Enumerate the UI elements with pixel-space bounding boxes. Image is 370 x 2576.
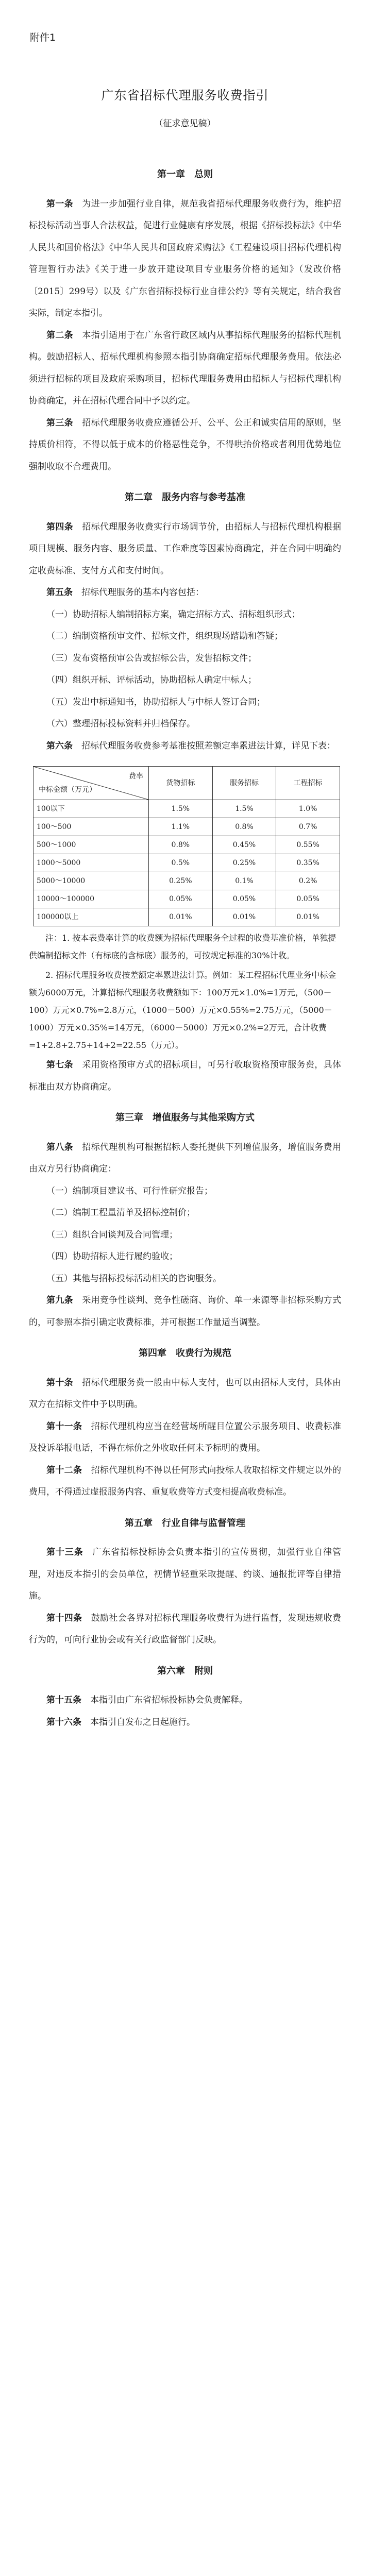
article-text: 招标代理服务的基本内容包括： [81, 587, 204, 598]
table-corner-cell [33, 767, 149, 800]
article-text: 为进一步加强行业自律，规范我省招标代理服务收费行为，维护招标投标活动当事人合法权益，促进行业健康有序发展，根据《招标投标法》《中华人民共和国价格法》《中华人民共和国政府采购法》《工程建设项目招标代理机构管理暂行办法》《关于进一步放开建设项目专业服务价格的通知》（发改价格〔2015〕299号）以及《广东省招标投标行业自律公约》等有关规定，结合我省实际，制定本指引。 [29, 198, 341, 318]
article-9 [29, 1290, 341, 1333]
article-text: 本指引由广东省招标投标协会负责解释。 [90, 1695, 248, 1705]
article-6 [29, 735, 341, 757]
list-item: （五）其他与招标投标活动相关的咨询服务。 [46, 1273, 222, 1284]
article-number: 第七条 [46, 1060, 74, 1070]
goods-rate-cell: 0.05% [149, 890, 213, 908]
chapter-6-heading: 第六章 附则 [157, 1665, 213, 1676]
works-rate-cell: 0.05% [276, 890, 340, 908]
table-row [33, 854, 340, 872]
works-rate-cell: 1.0% [276, 800, 340, 818]
list-item: （四）组织开标、评标活动，协助招标人确定中标人； [46, 675, 257, 685]
service-rate-cell: 0.01% [212, 908, 276, 926]
service-rate-cell: 0.8% [212, 818, 276, 836]
table-row [33, 818, 340, 836]
article-number: 第十四条 [46, 1613, 82, 1623]
corner-label-amount: 中标金额（万元） [39, 786, 96, 794]
works-rate-cell: 0.7% [276, 818, 340, 836]
article-number: 第十二条 [46, 1465, 82, 1476]
goods-rate-cell: 1.5% [149, 800, 213, 818]
article-14 [29, 1607, 341, 1651]
corner-label-fee-type: 费率 [129, 772, 143, 781]
article-10 [29, 1372, 341, 1416]
chapter-4-heading: 第四章 收费行为规范 [139, 1348, 231, 1359]
table-row [33, 872, 340, 890]
article-2 [29, 325, 341, 412]
article-number: 第九条 [46, 1295, 74, 1306]
goods-rate-cell: 0.5% [149, 854, 213, 872]
article-number: 第十一条 [46, 1421, 82, 1432]
article-text: 招标代理服务收费实行市场调节价，由招标人与招标代理机构根据项目规模、服务内容、服务质量、工作难度等因素协商确定，并在合同中明确约定收费标准、支付方式和支付时间。 [29, 521, 341, 576]
article-text: 招标代理服务收费应遵循公开、公平、公正和诚实信用的原则，坚持质价相符，不得以低于成本的价格恶性竞争，不得哄抬价格或者利用优势地位强制收取不合理费用。 [29, 417, 341, 472]
article-number: 第八条 [46, 1142, 74, 1153]
table-note-1: 注：1. 按本表费率计算的收费额为招标代理服务全过程的收费基准价格，单独提供编制招标文件（有标底的含标底）服务的，可按规定标准的30%计收。 [29, 933, 337, 960]
table-note-2: 2. 招标代理服务收费按差额定率累进法计算。例如：某工程招标代理业务中标金额为6000万元，计算招标代理服务收费额如下：100万元×1.0%=1万元，（500－100）万元×0.7%=2.8万元，（1000－500）万元×0.55%=2.75万元，（5000－1000）万元×0.35%=14万元，（6000－5000）万元×0.2%=2万元，合计收费=1+2.8+2.75+14+2=22.55（万元）。 [29, 970, 337, 1050]
goods-rate-cell: 1.1% [149, 818, 213, 836]
document-subtitle: （征求意见稿） [154, 118, 216, 129]
article-number: 第十条 [46, 1377, 74, 1388]
list-item: （一）编制项目建议书、可行性研究报告； [46, 1185, 213, 1196]
article-text: 采用竞争性谈判、竞争性磋商、询价、单一来源等非招标采购方式的，可参照本指引确定收费标准，并可根据工作量适当调整。 [29, 1295, 341, 1328]
article-text: 本指引自发布之日起施行。 [90, 1717, 195, 1727]
article-8 [29, 1137, 341, 1180]
article-11 [29, 1416, 341, 1460]
amount-range-cell: 5000～10000 [33, 872, 149, 890]
article-text: 本指引适用于在广东省行政区域内从事招标代理服务的招标代理机构。鼓励招标人、招标代理机构参照本指引协商确定招标代理服务费用。依法必须进行招标的项目及政府采购项目，招标代理服务费用由招标人与招标代理机构协商确定，并在招标代理合同中予以约定。 [29, 330, 341, 406]
service-rate-cell: 0.25% [212, 854, 276, 872]
amount-range-cell: 100～500 [33, 818, 149, 836]
goods-rate-cell: 0.01% [149, 908, 213, 926]
service-rate-cell: 0.45% [212, 836, 276, 854]
article-number: 第二条 [46, 330, 74, 341]
works-rate-cell: 0.01% [276, 908, 340, 926]
list-item: （一）协助招标人编制招标方案，确定招标方式、招标组织形式； [46, 609, 300, 620]
article-3 [29, 412, 341, 478]
service-rate-cell: 0.1% [212, 872, 276, 890]
amount-range-cell: 1000～5000 [33, 854, 149, 872]
table-header-row [33, 767, 340, 800]
chapter-3-heading: 第三章 增值服务与其他采购方式 [115, 1112, 255, 1123]
amount-range-cell: 100以下 [33, 800, 149, 818]
article-text: 鼓励社会各界对招标代理服务收费行为进行监督，发现违规收费行为的，可向行业协会或有关行政监督部门反映。 [29, 1613, 341, 1645]
chapter-5-heading: 第五章 行业自律与监督管理 [125, 1517, 245, 1529]
article-text: 招标代理机构应当在经营场所醒目位置公示服务项目、收费标准及投诉举报电话，不得在标价之外收取任何未予标明的费用。 [29, 1421, 341, 1453]
amount-range-cell: 10000～100000 [33, 890, 149, 908]
article-number: 第五条 [46, 587, 73, 598]
amount-range-cell: 100000以上 [33, 908, 149, 926]
list-item: （六）整理招标投标资料并归档保存。 [46, 719, 195, 729]
list-item: （五）发出中标通知书，协助招标人与中标人签订合同； [46, 697, 265, 707]
column-header: 货物招标 [149, 767, 213, 800]
article-13 [29, 1541, 341, 1607]
article-1 [29, 193, 341, 325]
goods-rate-cell: 0.25% [149, 872, 213, 890]
amount-range-cell: 500～1000 [33, 836, 149, 854]
article-text: 广东省招标投标协会负责本指引的宣传贯彻，加强行业自律管理，对违反本指引的会员单位，视情节轻重采取提醒、约谈、通报批评等自律措施。 [29, 1547, 342, 1601]
table-row [33, 908, 340, 926]
goods-rate-cell: 0.8% [149, 836, 213, 854]
column-header: 工程招标 [276, 767, 340, 800]
table-row [33, 890, 340, 908]
article-16 [29, 1711, 341, 1734]
article-number: 第十五条 [46, 1695, 81, 1705]
works-rate-cell: 0.35% [276, 854, 340, 872]
article-text: 招标代理机构不得以任何形式向投标人收取招标文件规定以外的费用，不得通过虚报服务内容、重复收费等方式变相提高收费标准。 [29, 1465, 341, 1497]
article-text: 招标代理服务费一般由中标人支付，也可以由招标人支付，具体由双方在招标文件中予以明确。 [29, 1377, 341, 1410]
article-5 [29, 582, 341, 604]
chapter-2-heading: 第二章 服务内容与参考基准 [125, 492, 245, 503]
article-number: 第十六条 [46, 1717, 81, 1727]
article-12 [29, 1460, 341, 1503]
chapter-1-heading: 第一章 总则 [157, 169, 213, 180]
works-rate-cell: 0.2% [276, 872, 340, 890]
table-row [33, 836, 340, 854]
article-number: 第一条 [46, 198, 74, 209]
article-text: 招标代理服务收费参考基准按照差额定率累进法计算，详见下表： [81, 740, 335, 751]
article-number: 第四条 [46, 521, 74, 532]
list-item: （二）编制资格预审文件、招标文件，组织现场踏勘和答疑； [46, 631, 283, 641]
list-item: （三）发布资格预审公告或招标公告，发售招标文件； [46, 653, 257, 664]
article-15 [29, 1689, 341, 1711]
article-number: 第六条 [46, 740, 73, 751]
list-item: （二）编制工程量清单及招标控制价； [46, 1208, 195, 1218]
table-row [33, 800, 340, 818]
document-body [29, 155, 341, 1733]
fee-rate-table [33, 766, 340, 926]
list-item: （三）组织合同谈判及合同管理； [46, 1229, 178, 1240]
article-number: 第十三条 [46, 1547, 83, 1557]
document-title: 广东省招标代理服务收费指引 [101, 88, 269, 103]
service-rate-cell: 0.05% [212, 890, 276, 908]
article-4 [29, 516, 341, 582]
attachment-label: 附件1 [30, 32, 56, 43]
article-7 [29, 1054, 341, 1098]
works-rate-cell: 0.55% [276, 836, 340, 854]
article-text: 招标代理机构可根据招标人委托提供下列增值服务，增值服务费用由双方另行协商确定： [29, 1142, 341, 1174]
list-item: （四）协助招标人进行履约验收； [46, 1251, 178, 1262]
article-number: 第三条 [46, 417, 74, 428]
article-text: 采用资格预审方式的招标项目，可另行收取资格预审服务费，具体标准由双方协商确定。 [29, 1060, 341, 1092]
column-header: 服务招标 [212, 767, 276, 800]
service-rate-cell: 1.5% [212, 800, 276, 818]
